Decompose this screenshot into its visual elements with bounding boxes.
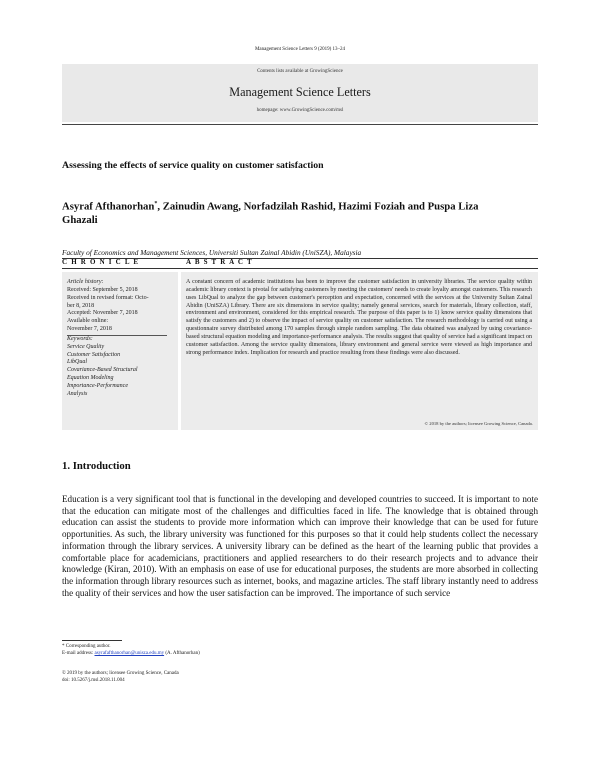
journal-name: Management Science Letters	[229, 85, 371, 99]
introduction-paragraph: Education is a very significant tool that is functional in the developing and developed countries to succeed. It is important to note that the education can mitigate most of the challenges and difficulties faced in life. The knowledge that is obtained through education can assist the students to provide more information which can improve their knowledge that can be used for future opportunities. As such, the library university was functioned for this purposes so that it could help students collect the necessary information through the library services. A university library can be defined as the heart of the learning public that provides a comfortable place for academicians, practitioners and applied researchers to do their research projects and to advance their knowledge (Kiran, 2010). With an emphasis on ease of use for educational purposes, the students are more absorbed in collecting the information through library resources such as internet, books, and magazine articles. The staff library instantly need to address the quality of their services and how the user satisfaction can be improved. The importance of such service	[62, 494, 538, 598]
keywords-label: Keywords:	[67, 335, 93, 342]
header-rule	[62, 124, 538, 125]
author-email-link[interactable]: asyrafafthanorhan@unisza.edu.my	[94, 650, 165, 656]
footnote	[62, 644, 538, 658]
keyword-item: LibQual	[67, 359, 88, 366]
history-item: Received in revised format: Octo-	[67, 294, 149, 301]
abstract-heading: A B S T R A C T	[186, 258, 253, 266]
copyright-line: © 2019 by the authors; licensee Growing Science, Canada	[62, 671, 179, 676]
keyword-item: Covariance-Based Structural	[67, 367, 138, 374]
running-head: Management Science Letters 9 (2019) 13–24	[254, 47, 346, 52]
copyright-block	[62, 671, 538, 684]
keyword-item: Importance-Performance	[67, 382, 128, 389]
article-history-label: Article history:	[67, 279, 104, 285]
corresponding-mark: *	[154, 201, 158, 207]
abstract-copyright: © 2018 by the authors; licensee Growing Science, Canada.	[424, 421, 533, 426]
chronicle-content	[67, 279, 175, 399]
keyword-item: Customer Satisfaction	[67, 351, 121, 358]
chronicle-heading: C H R O N I C L E	[62, 258, 140, 266]
first-author: Asyraf Afthanorhan	[62, 200, 155, 213]
email-owner: (A. Afthanorhan)	[165, 650, 200, 656]
history-item: Accepted: November 7, 2018	[67, 310, 138, 317]
abstract-text: A constant concern of academic institutions has been to improve the customer satisfaction in university libraries. The service quality within academic library context is pivotal for satisfying customers by meeting the customers' needs to create loyalty amongst customers. This research uses LibQual to analyze the gap between customer's perception and expectation, concerned with the services at the University Sultan Zainal Abidin (UniSZA) Library. There are six dimensions in service quality; namely general services, search for materials, library collection, staff, environment and environment, considered for this empirical research. The purpose of this paper is to 1) know service quality dimensions that satisfy the customers and 2) to observe the impact of service quality on customer satisfaction. The research methodology is carried out using a questionnaire survey distributed among 170 samples through simple random sampling. The data obtained was analyzed by using covariance-based structural equation modeling and importance-performance analysis. The results suggest that quality of service had a significant impact on customer satisfaction. Among the service quality dimensions, library environment and general service were viewed as high importance and strong performance index. Implication for research and practice resulting from these findings were also discussed.	[186, 279, 532, 356]
keyword-item: Equation Modeling	[67, 375, 114, 382]
doi-line[interactable]: doi: 10.5267/j.msl.2018.11.004	[62, 677, 125, 683]
history-item: Available online:	[67, 318, 109, 325]
keyword-item: Analysis	[67, 390, 88, 397]
other-authors: , Zainudin Awang, Norfadzilah Rashid, Hazimi Foziah and Puspa Liza Ghazali	[62, 200, 479, 226]
journal-homepage[interactable]: homepage: www.GrowingScience.com/msl	[256, 108, 344, 113]
section-heading-introduction: 1. Introduction	[62, 460, 131, 472]
journal-header-box	[62, 64, 538, 122]
footnote-rule	[62, 640, 122, 641]
paper-title: Assessing the effects of service quality on customer satisfaction	[62, 160, 324, 171]
history-item: Received: September 5, 2018	[67, 286, 138, 293]
corresponding-note: * Corresponding author.	[62, 644, 111, 649]
email-line	[62, 651, 538, 658]
affiliation: Faculty of Economics and Management Sciences, Universiti Sultan Zainal Abidin (UniSZA), Malaysia	[62, 248, 362, 257]
section-rule-bottom	[62, 268, 538, 269]
chronicle-panel	[62, 272, 178, 430]
history-item: ber 8, 2018	[67, 302, 95, 309]
author-list	[62, 198, 482, 227]
email-label: E-mail address:	[62, 650, 94, 656]
keyword-item: Service Quality	[67, 343, 105, 350]
history-item: November 7, 2018	[67, 326, 112, 333]
availability-line: Contents lists available at GrowingScience	[257, 69, 343, 74]
abstract-panel	[181, 272, 538, 430]
